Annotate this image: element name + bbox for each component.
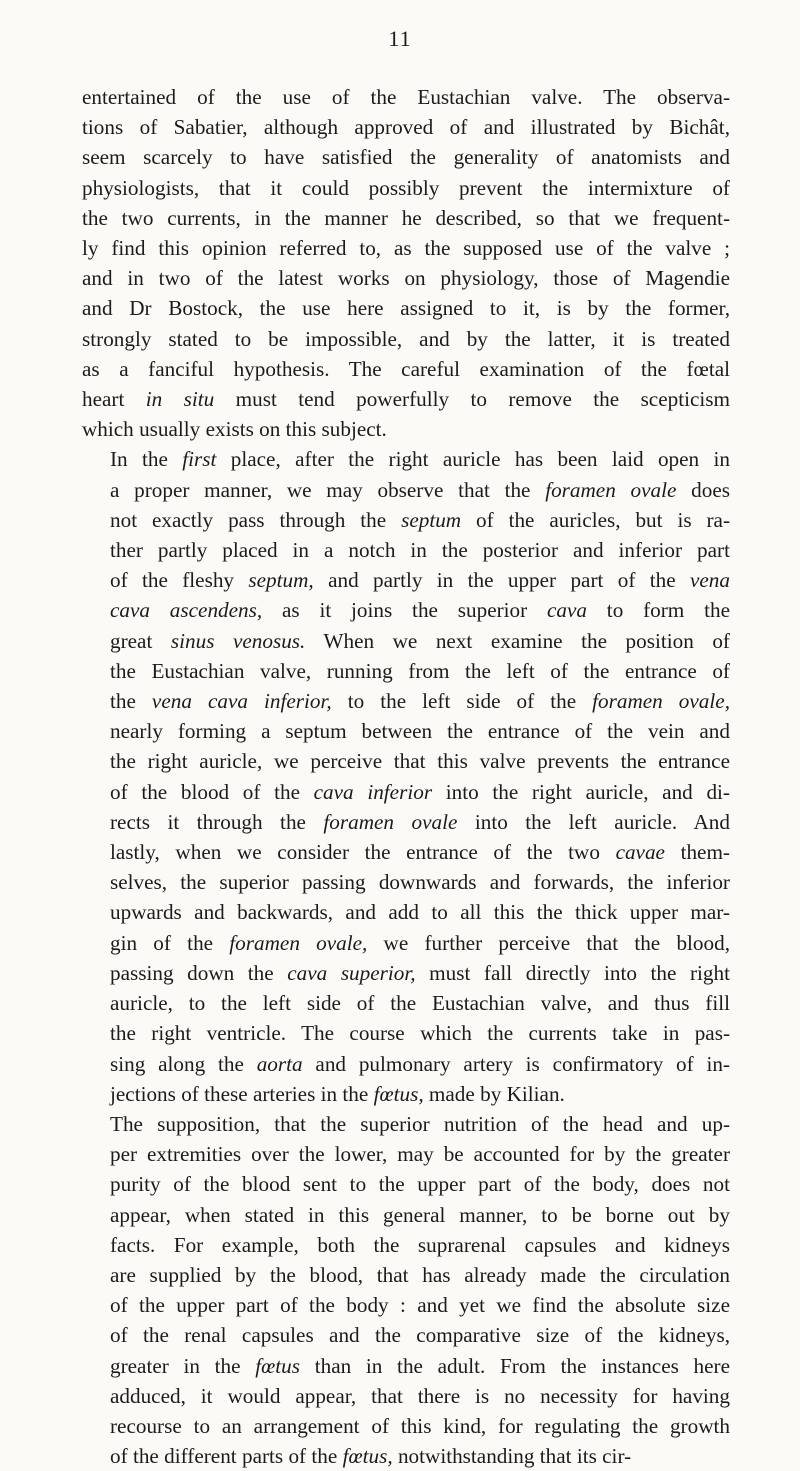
- italic-run: fœtus: [255, 1353, 301, 1378]
- text-run: which usually exists on this subject.: [82, 417, 387, 442]
- text-run: the: [110, 689, 152, 714]
- text-line: [82, 897, 730, 927]
- text-line: [82, 656, 730, 686]
- text-run: and in two of the latest works on physiology, those of Magendie: [82, 266, 730, 291]
- text-run: than in the adult. From the instances here: [300, 1353, 730, 1378]
- text-run: not exactly pass through the: [110, 507, 402, 532]
- text-line: [82, 1018, 730, 1048]
- text-run: sing along the: [110, 1051, 257, 1076]
- italic-run: vena cava inferior,: [151, 689, 332, 714]
- text-line: [82, 1411, 730, 1441]
- text-run: gin of the: [110, 930, 230, 955]
- text-line: [82, 1441, 730, 1471]
- text-run: adduced, it would appear, that there is no necessity for having: [110, 1383, 730, 1408]
- text-run: of the blood of the: [110, 779, 314, 804]
- text-line: [82, 293, 730, 323]
- text-run: made by Kilian.: [423, 1081, 565, 1106]
- text-run: appear, when stated in this general manner, to be borne out by: [110, 1202, 730, 1227]
- text-line: [82, 142, 730, 172]
- text-line: [82, 626, 730, 656]
- text-run: and partly in the upper part of the: [313, 568, 690, 593]
- text-run: auricle, to the left side of the Eustachian valve, and thus fill: [110, 991, 730, 1016]
- italic-run: cava superior,: [287, 960, 416, 985]
- text-run: are supplied by the blood, that has already made the circulation: [110, 1262, 730, 1287]
- text-line: [82, 203, 730, 233]
- text-run: the right auricle, we perceive that this valve prevents the entrance: [110, 749, 730, 774]
- text-run: When we next examine the position of: [305, 628, 730, 653]
- text-line: [82, 1260, 730, 1290]
- text-line: [82, 475, 730, 505]
- italic-run: first: [182, 447, 217, 472]
- text-run: The supposition, that the superior nutrition of the head and up-: [110, 1111, 730, 1136]
- italic-run: foramen ovale: [323, 809, 458, 834]
- text-line: [82, 1200, 730, 1230]
- text-line: [82, 112, 730, 142]
- text-line: [82, 444, 730, 474]
- body-text: [82, 82, 730, 1471]
- italic-run: septum,: [248, 568, 314, 593]
- italic-run: foramen ovale: [545, 477, 677, 502]
- italic-run: aorta: [256, 1051, 303, 1076]
- text-run: notwithstanding that its cir-: [392, 1444, 632, 1469]
- text-run: the two currents, in the manner he described, so that we frequent-: [82, 205, 730, 230]
- text-run: lastly, when we consider the entrance of the two: [110, 840, 616, 865]
- text-line: [82, 1320, 730, 1350]
- text-run: great: [110, 628, 171, 653]
- text-line: [82, 233, 730, 263]
- text-run: into the right auricle, and di-: [432, 779, 730, 804]
- text-run: ther partly placed in a notch in the posterior and inferior part: [110, 538, 730, 563]
- text-line: [82, 1381, 730, 1411]
- italic-run: fœtus,: [342, 1444, 393, 1469]
- italic-run: cava inferior: [313, 779, 433, 804]
- text-line: [82, 686, 730, 716]
- text-run: In the: [110, 447, 183, 472]
- text-run: tions of Sabatier, although approved of and illustrated by Bichât,: [82, 115, 730, 140]
- text-line: [82, 1139, 730, 1169]
- text-run: a proper manner, we may observe that the: [110, 477, 546, 502]
- text-run: place, after the right auricle has been laid open in: [216, 447, 730, 472]
- text-run: them-: [664, 840, 730, 865]
- italic-run: fœtus,: [373, 1081, 424, 1106]
- italic-run: cavae: [615, 840, 665, 865]
- paragraph: [82, 82, 730, 444]
- text-line: [82, 716, 730, 746]
- text-run: to the left side of the: [331, 689, 593, 714]
- text-line: [82, 777, 730, 807]
- text-line: [82, 1351, 730, 1381]
- text-run: physiologists, that it could possibly prevent the intermixture of: [82, 175, 730, 200]
- text-line: [82, 324, 730, 354]
- text-line: [82, 1049, 730, 1079]
- italic-run: vena: [690, 568, 730, 593]
- text-run: jections of these arteries in the: [110, 1081, 374, 1106]
- text-run: ly find this opinion referred to, as the supposed use of the valve ;: [82, 236, 730, 261]
- text-line: [82, 535, 730, 565]
- text-run: selves, the superior passing downwards and forwards, the inferior: [110, 870, 730, 895]
- text-line: [82, 82, 730, 112]
- text-line: [82, 1290, 730, 1320]
- paragraph: [82, 1109, 730, 1471]
- text-line: [82, 173, 730, 203]
- text-line: [82, 958, 730, 988]
- paragraph: [82, 444, 730, 1108]
- text-line: [82, 354, 730, 384]
- text-run: of the auricles, but is ra-: [461, 507, 730, 532]
- text-run: recourse to an arrangement of this kind, for regulating the growth: [110, 1413, 730, 1438]
- text-line: [82, 384, 730, 414]
- italic-run: septum: [401, 507, 462, 532]
- text-line: [82, 263, 730, 293]
- text-line: [82, 1230, 730, 1260]
- italic-run: in situ: [145, 387, 215, 412]
- text-line: [82, 505, 730, 535]
- text-run: per extremities over the lower, may be accounted for by the greater: [110, 1142, 730, 1167]
- text-run: and Dr Bostock, the use here assigned to it, is by the former,: [82, 296, 730, 321]
- text-run: strongly stated to be impossible, and by the latter, it is treated: [82, 326, 730, 351]
- text-run: purity of the blood sent to the upper part of the body, does not: [110, 1172, 730, 1197]
- text-line: [82, 988, 730, 1018]
- text-line: [82, 414, 730, 444]
- text-run: of the fleshy: [110, 568, 249, 593]
- text-run: the right ventricle. The course which the currents take in pas-: [110, 1021, 730, 1046]
- text-run: must tend powerfully to remove the scepticism: [214, 387, 731, 412]
- text-run: we further perceive that the blood,: [367, 930, 730, 955]
- text-line: [82, 595, 730, 625]
- text-run: to form the: [587, 598, 730, 623]
- text-line: [82, 928, 730, 958]
- text-run: seem scarcely to have satisfied the generality of anatomists and: [82, 145, 730, 170]
- italic-run: foramen ovale,: [592, 689, 730, 714]
- text-line: [82, 807, 730, 837]
- text-run: rects it through the: [110, 809, 324, 834]
- text-run: and pulmonary artery is confirmatory of in-: [302, 1051, 730, 1076]
- text-line: [82, 1079, 730, 1109]
- text-line: [82, 565, 730, 595]
- text-run: of the renal capsules and the comparative size of the kidneys,: [110, 1323, 730, 1348]
- text-run: of the upper part of the body : and yet we find the absolute size: [110, 1293, 730, 1318]
- text-run: does: [676, 477, 730, 502]
- text-run: greater in the: [110, 1353, 256, 1378]
- text-run: passing down the: [110, 960, 288, 985]
- text-run: the Eustachian valve, running from the left of the entrance of: [110, 658, 730, 683]
- italic-run: sinus venosus.: [170, 628, 306, 653]
- text-line: [82, 1169, 730, 1199]
- text-run: into the left auricle. And: [457, 809, 730, 834]
- text-line: [82, 1109, 730, 1139]
- text-run: of the different parts of the: [110, 1444, 343, 1469]
- text-line: [82, 867, 730, 897]
- text-run: as it joins the superior: [262, 598, 547, 623]
- italic-run: cava: [547, 598, 587, 623]
- text-run: upwards and backwards, and add to all this the thick upper mar-: [110, 900, 730, 925]
- text-line: [82, 746, 730, 776]
- text-run: must fall directly into the right: [415, 960, 731, 985]
- text-line: [82, 837, 730, 867]
- text-run: as a fanciful hypothesis. The careful examination of the fœtal: [82, 356, 730, 381]
- text-run: heart: [82, 387, 146, 412]
- page-number: 11: [388, 26, 412, 51]
- italic-run: foramen ovale,: [229, 930, 368, 955]
- text-run: facts. For example, both the suprarenal capsules and kidneys: [110, 1232, 730, 1257]
- text-run: nearly forming a septum between the entrance of the vein and: [110, 719, 730, 744]
- text-run: entertained of the use of the Eustachian valve. The observa-: [82, 85, 730, 109]
- italic-run: cava ascendens,: [110, 598, 263, 623]
